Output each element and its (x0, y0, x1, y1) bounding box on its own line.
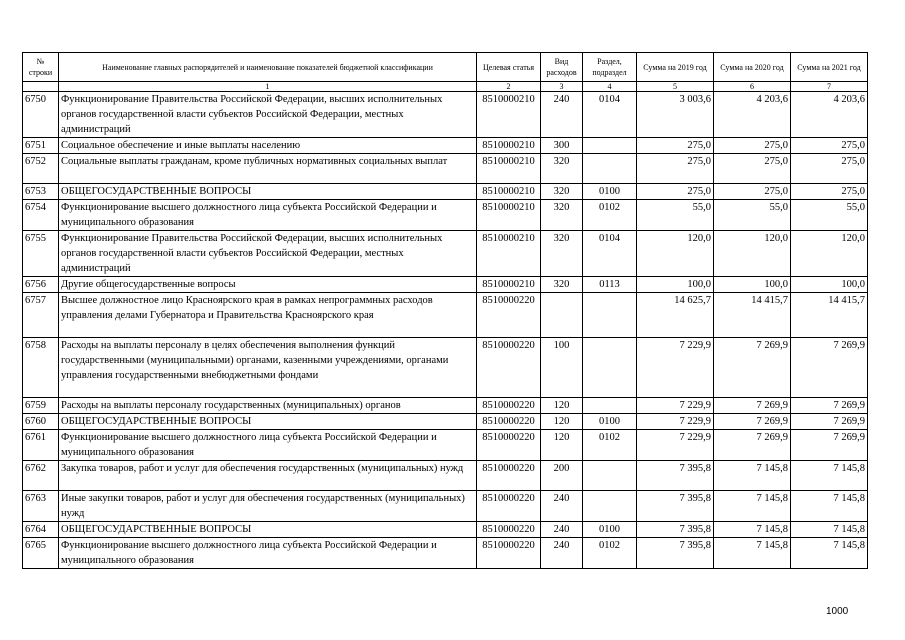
table-row (23, 522, 868, 538)
cell-name: Другие общегосударственные вопросы (59, 277, 477, 293)
cell-section: 0104 (583, 92, 637, 138)
cell-target: 8510000220 (477, 293, 541, 338)
cell-sum-2020: 7 145,8 (714, 522, 791, 538)
cell-section: 0113 (583, 277, 637, 293)
cell-section (583, 138, 637, 154)
header-name: Наименование главных распорядителей и наименование показателей бюджетной классификации (59, 53, 477, 82)
cell-sum-2019: 7 229,9 (637, 414, 714, 430)
cell-section (583, 338, 637, 398)
cell-sum-2019: 3 003,6 (637, 92, 714, 138)
cell-sum-2019: 7 229,9 (637, 398, 714, 414)
table-row (23, 538, 868, 569)
table-row (23, 461, 868, 491)
column-number: 2 (477, 82, 541, 92)
cell-section: 0104 (583, 231, 637, 277)
cell-row-no: 6758 (23, 338, 59, 398)
table-row (23, 92, 868, 138)
cell-name: Функционирование высшего должностного лица субъекта Российской Федерации и муниципального образования (59, 538, 477, 569)
column-number: 3 (541, 82, 583, 92)
cell-sum-2019: 275,0 (637, 138, 714, 154)
budget-table (22, 52, 868, 569)
cell-name: Функционирование высшего должностного лица субъекта Российской Федерации и муниципального образования (59, 200, 477, 231)
cell-name: Высшее должностное лицо Красноярского края в рамках непрограммных расходов управления делами Губернатора и Правительства Красноярского края (59, 293, 477, 338)
cell-name: Расходы на выплаты персоналу в целях обеспечения выполнения функций государственными (муниципальными) органами, казенными учреждениями, органами управления государственными внебюджетными фондами (59, 338, 477, 398)
cell-row-no: 6753 (23, 184, 59, 200)
table-row (23, 414, 868, 430)
cell-expense-type: 200 (541, 461, 583, 491)
cell-target: 8510000210 (477, 231, 541, 277)
cell-section (583, 461, 637, 491)
cell-section: 0102 (583, 430, 637, 461)
cell-target: 8510000210 (477, 154, 541, 184)
table-body (23, 92, 868, 569)
cell-target: 8510000210 (477, 277, 541, 293)
cell-sum-2020: 7 269,9 (714, 414, 791, 430)
cell-sum-2019: 275,0 (637, 154, 714, 184)
column-number: 5 (637, 82, 714, 92)
cell-row-no: 6759 (23, 398, 59, 414)
cell-name: Социальные выплаты гражданам, кроме публичных нормативных социальных выплат (59, 154, 477, 184)
cell-target: 8510000220 (477, 491, 541, 522)
table-row (23, 430, 868, 461)
cell-expense-type: 240 (541, 491, 583, 522)
table-row (23, 231, 868, 277)
table-row (23, 293, 868, 338)
cell-target: 8510000220 (477, 538, 541, 569)
cell-name: Расходы на выплаты персоналу государственных (муниципальных) органов (59, 398, 477, 414)
column-number: 7 (791, 82, 868, 92)
cell-expense-type: 120 (541, 398, 583, 414)
cell-expense-type: 240 (541, 92, 583, 138)
table-row (23, 398, 868, 414)
cell-sum-2020: 7 269,9 (714, 430, 791, 461)
cell-section (583, 293, 637, 338)
cell-expense-type: 100 (541, 338, 583, 398)
cell-sum-2021: 7 145,8 (791, 491, 868, 522)
cell-sum-2021: 7 145,8 (791, 522, 868, 538)
cell-expense-type: 320 (541, 154, 583, 184)
column-number (23, 82, 59, 92)
cell-row-no: 6760 (23, 414, 59, 430)
cell-target: 8510000220 (477, 414, 541, 430)
column-number-row (23, 82, 868, 92)
table-row (23, 491, 868, 522)
table-row (23, 184, 868, 200)
cell-expense-type: 320 (541, 200, 583, 231)
cell-sum-2020: 120,0 (714, 231, 791, 277)
cell-sum-2019: 7 229,9 (637, 338, 714, 398)
cell-sum-2020: 14 415,7 (714, 293, 791, 338)
cell-name: ОБЩЕГОСУДАРСТВЕННЫЕ ВОПРОСЫ (59, 522, 477, 538)
header-target: Целевая статья (477, 53, 541, 82)
cell-row-no: 6751 (23, 138, 59, 154)
cell-sum-2021: 7 269,9 (791, 430, 868, 461)
cell-target: 8510000210 (477, 200, 541, 231)
header-row (23, 53, 868, 82)
cell-sum-2021: 7 145,8 (791, 461, 868, 491)
cell-expense-type: 300 (541, 138, 583, 154)
cell-row-no: 6764 (23, 522, 59, 538)
cell-name: ОБЩЕГОСУДАРСТВЕННЫЕ ВОПРОСЫ (59, 414, 477, 430)
cell-expense-type: 240 (541, 538, 583, 569)
cell-target: 8510000210 (477, 92, 541, 138)
column-number: 1 (59, 82, 477, 92)
cell-sum-2021: 120,0 (791, 231, 868, 277)
cell-target: 8510000210 (477, 184, 541, 200)
cell-row-no: 6762 (23, 461, 59, 491)
cell-sum-2020: 7 269,9 (714, 398, 791, 414)
cell-sum-2020: 275,0 (714, 138, 791, 154)
cell-name: ОБЩЕГОСУДАРСТВЕННЫЕ ВОПРОСЫ (59, 184, 477, 200)
cell-section (583, 398, 637, 414)
cell-sum-2021: 100,0 (791, 277, 868, 293)
cell-sum-2019: 14 625,7 (637, 293, 714, 338)
header-section: Раздел, подраздел (583, 53, 637, 82)
table-row (23, 154, 868, 184)
cell-sum-2020: 4 203,6 (714, 92, 791, 138)
cell-expense-type: 120 (541, 414, 583, 430)
header-sum-2019: Сумма на 2019 год (637, 53, 714, 82)
header-row-no: № строки (23, 53, 59, 82)
cell-row-no: 6761 (23, 430, 59, 461)
cell-sum-2019: 7 229,9 (637, 430, 714, 461)
cell-name: Функционирование Правительства Российской Федерации, высших исполнительных органов государственной власти субъектов Российской Федерации, местных администраций (59, 92, 477, 138)
cell-sum-2019: 55,0 (637, 200, 714, 231)
header-sum-2021: Сумма на 2021 год (791, 53, 868, 82)
cell-name: Функционирование Правительства Российской Федерации, высших исполнительных органов государственной власти субъектов Российской Федерации, местных администраций (59, 231, 477, 277)
table-row (23, 200, 868, 231)
cell-sum-2021: 7 269,9 (791, 398, 868, 414)
cell-sum-2021: 275,0 (791, 184, 868, 200)
cell-sum-2019: 7 395,8 (637, 522, 714, 538)
cell-section (583, 491, 637, 522)
cell-expense-type: 240 (541, 522, 583, 538)
column-number: 4 (583, 82, 637, 92)
cell-sum-2020: 55,0 (714, 200, 791, 231)
cell-expense-type: 320 (541, 231, 583, 277)
cell-row-no: 6754 (23, 200, 59, 231)
header-expense-type: Вид расходов (541, 53, 583, 82)
cell-row-no: 6765 (23, 538, 59, 569)
table-row (23, 338, 868, 398)
cell-sum-2021: 7 269,9 (791, 414, 868, 430)
cell-section: 0100 (583, 184, 637, 200)
cell-sum-2020: 7 269,9 (714, 338, 791, 398)
table-row (23, 277, 868, 293)
cell-sum-2021: 275,0 (791, 154, 868, 184)
cell-sum-2019: 7 395,8 (637, 538, 714, 569)
cell-target: 8510000220 (477, 461, 541, 491)
cell-sum-2021: 7 145,8 (791, 538, 868, 569)
cell-name: Закупка товаров, работ и услуг для обеспечения государственных (муниципальных) нужд (59, 461, 477, 491)
cell-name: Социальное обеспечение и иные выплаты населению (59, 138, 477, 154)
cell-row-no: 6752 (23, 154, 59, 184)
cell-sum-2020: 100,0 (714, 277, 791, 293)
cell-section (583, 154, 637, 184)
cell-row-no: 6763 (23, 491, 59, 522)
cell-row-no: 6750 (23, 92, 59, 138)
cell-sum-2021: 275,0 (791, 138, 868, 154)
cell-target: 8510000220 (477, 522, 541, 538)
cell-row-no: 6756 (23, 277, 59, 293)
cell-target: 8510000220 (477, 430, 541, 461)
column-number: 6 (714, 82, 791, 92)
cell-section: 0100 (583, 522, 637, 538)
cell-expense-type: 120 (541, 430, 583, 461)
cell-expense-type (541, 293, 583, 338)
cell-row-no: 6757 (23, 293, 59, 338)
cell-expense-type: 320 (541, 184, 583, 200)
cell-section: 0102 (583, 538, 637, 569)
cell-sum-2020: 275,0 (714, 184, 791, 200)
cell-sum-2020: 7 145,8 (714, 461, 791, 491)
cell-expense-type: 320 (541, 277, 583, 293)
cell-sum-2019: 100,0 (637, 277, 714, 293)
cell-name: Иные закупки товаров, работ и услуг для обеспечения государственных (муниципальных) нужд (59, 491, 477, 522)
cell-sum-2021: 4 203,6 (791, 92, 868, 138)
cell-sum-2020: 275,0 (714, 154, 791, 184)
cell-target: 8510000220 (477, 398, 541, 414)
table-row (23, 138, 868, 154)
cell-sum-2020: 7 145,8 (714, 538, 791, 569)
cell-target: 8510000220 (477, 338, 541, 398)
cell-sum-2021: 14 415,7 (791, 293, 868, 338)
page-number: 1000 (826, 606, 849, 617)
cell-target: 8510000210 (477, 138, 541, 154)
cell-sum-2020: 7 145,8 (714, 491, 791, 522)
cell-name: Функционирование высшего должностного лица субъекта Российской Федерации и муниципального образования (59, 430, 477, 461)
cell-row-no: 6755 (23, 231, 59, 277)
cell-sum-2019: 120,0 (637, 231, 714, 277)
cell-section: 0100 (583, 414, 637, 430)
header-sum-2020: Сумма на 2020 год (714, 53, 791, 82)
cell-sum-2021: 7 269,9 (791, 338, 868, 398)
cell-sum-2019: 7 395,8 (637, 491, 714, 522)
cell-sum-2019: 275,0 (637, 184, 714, 200)
cell-sum-2019: 7 395,8 (637, 461, 714, 491)
cell-sum-2021: 55,0 (791, 200, 868, 231)
cell-section: 0102 (583, 200, 637, 231)
